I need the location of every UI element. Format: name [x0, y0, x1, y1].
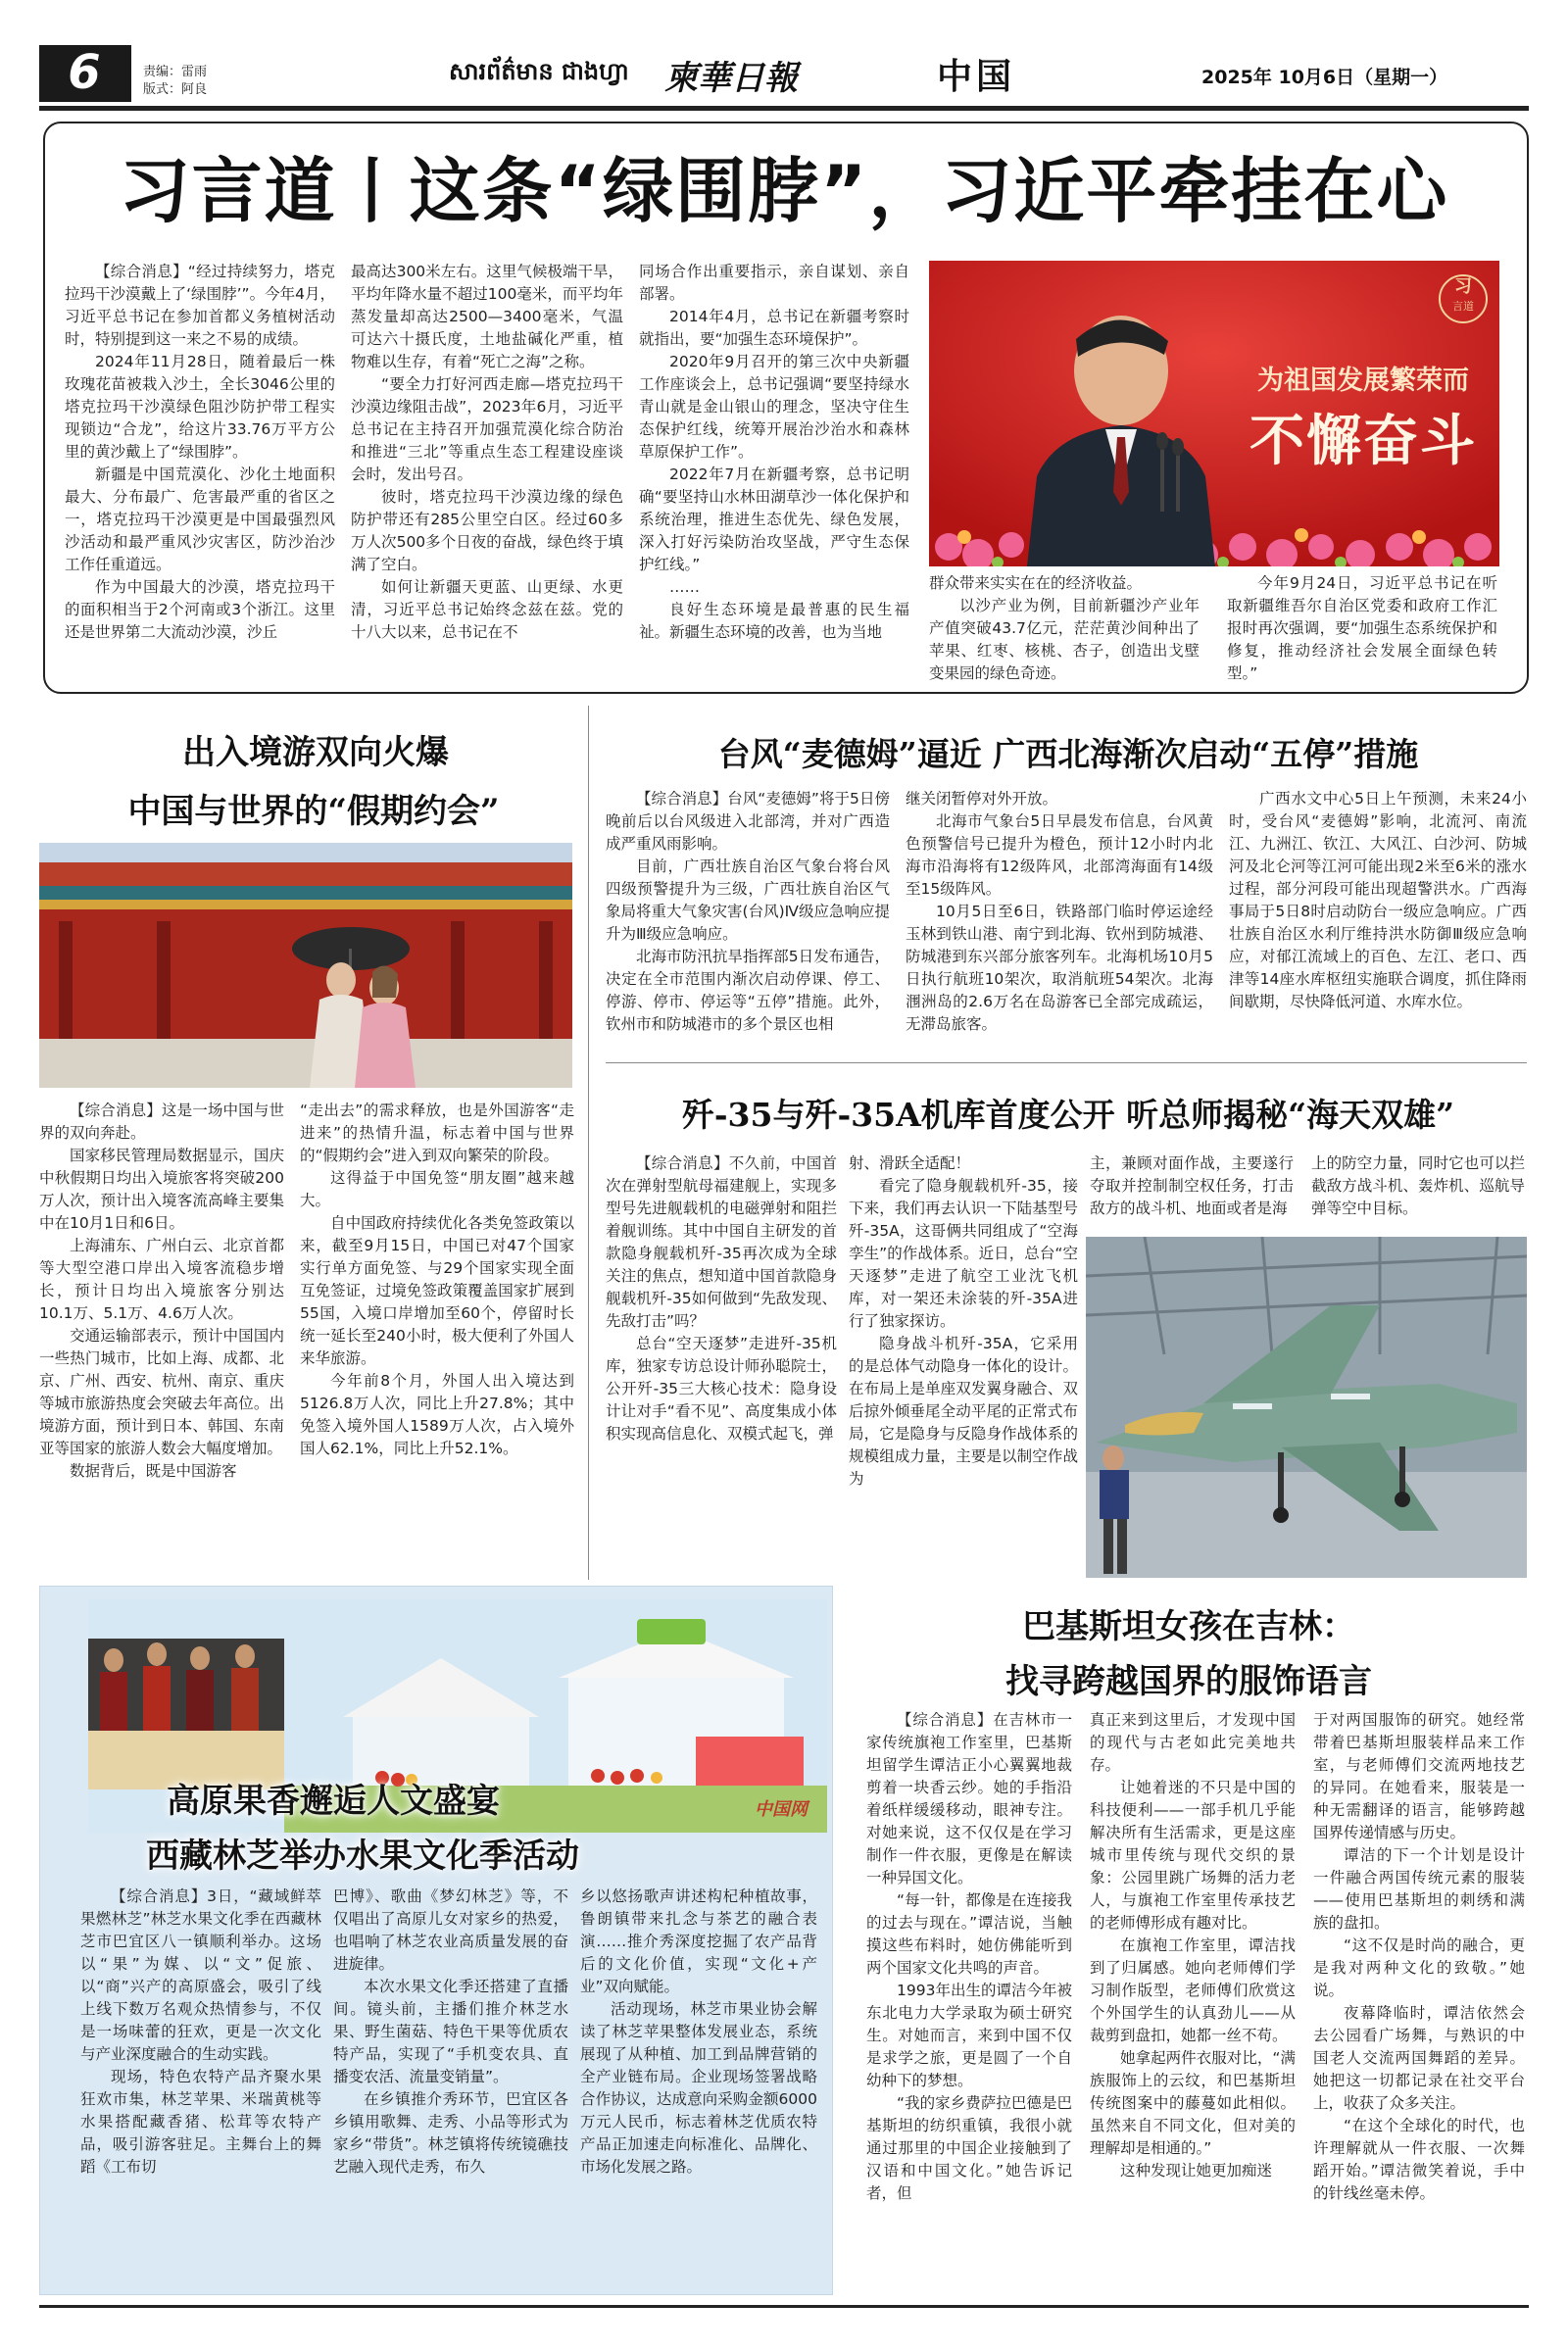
paragraph: 数据背后，既是中国游客	[70, 1462, 237, 1480]
paragraph: 交通运输部表示，预计中国国内一些热门城市，比如上海、成都、北京、广州、西安、杭州、南京、重庆等城市旅游热度会突破去年高位。出境游方面，预计到日本、韩国、东南亚等国家的旅游人数会大幅度增加。	[39, 1327, 284, 1457]
jet-col-2	[849, 1152, 1078, 1578]
lead-photo	[929, 261, 1499, 566]
travel-col-1	[39, 1100, 284, 1578]
paragraph: 群众带来实实在在的经济收益。	[929, 574, 1143, 592]
paragraph: 2020年9月召开的第三次中央新疆工作座谈会上，总书记强调“要坚持绿水青山就是金山银山的理念，坚决守住生态保护红线，统筹开展治沙治水和森林草原保护工作”。	[639, 353, 909, 461]
travel-headline-1: 出入境游双向火爆	[182, 733, 449, 772]
paragraph: 看完了隐身舰载机歼-35，接下来，我们再去认识一下陆基型号歼-35A，这哥俩共同组成了“空海孪生”的作战体系。近日，总台“空天逐梦”走进了航空工业沈飞机库，对一架还未涂装的歼-35A进行了独家探访。	[849, 1177, 1078, 1330]
page-number: 6	[68, 45, 101, 100]
pakistan-headline-1: 巴基斯坦女孩在吉林：	[1022, 1607, 1355, 1646]
paragraph: 本次水果文化季还搭建了直播间。镜头前，主播们推介林芝水果、野生菌菇、特色干果等优质农特产品，实现了“手机变农具、直播变农活、流量变销量”。	[333, 1978, 568, 2085]
lead-photo-logo-bottom: 言道	[1452, 300, 1474, 313]
paragraph: 【综合消息】“经过持续努力，塔克拉玛干沙漠戴上了‘绿围脖’”。今年4月，习近平总书记在参加首都义务植树活动时，特别提到这一来之不易的成绩。	[65, 263, 335, 348]
paragraph: 上的防空力量，同时它也可以拦截敌方战斗机、轰炸机、巡航导弹等空中目标。	[1311, 1154, 1525, 1217]
fruit-col-3	[580, 1886, 817, 2289]
paragraph: 隐身战斗机歼-35A，它采用的是总体气动隐身一体化的设计。在布局上是单座双发翼身融合、双后掠外倾垂尾全动平尾的正常式布局，它是隐身与反隐身作战体系的规模组成力量，主要是以制空作战为	[849, 1335, 1078, 1488]
paragraph: “走出去”的需求释放，也是外国游客“走进来”的热情升温，标志着中国与世界的“假期约会”进入到双向繁荣的阶段。	[300, 1102, 574, 1164]
paragraph: 主，兼顾对面作战，主要遂行夺取并控制制空权任务，打击敌方的战斗机、地面或者是海	[1090, 1154, 1294, 1217]
paragraph: “这不仅是时尚的融合，更是我对两种文化的致敬。”她说。	[1313, 1936, 1525, 1999]
paragraph: 让她着迷的不只是中国的科技便利——一部手机几乎能解决所有生活需求，更是这座城市里传统与现代交织的景象：公园里跳广场舞的活力老人，与旗袍工作室里传承技艺的老师傅形成有趣对比。	[1090, 1779, 1296, 1932]
paragraph: 以沙产业为例，目前新疆沙产业年产值突破43.7亿元，茫茫黄沙间种出了苹果、红枣、核桃、杏子，创造出戈壁变果园的绿色奇迹。	[929, 597, 1200, 682]
lead-photo-logo-top: 习	[1454, 276, 1472, 297]
paragraph: 在乡镇推介秀环节，巴宜区各乡镇用歌舞、走秀、小品等形式为家乡“带货”。林芝镇将传统镜礁技艺融入现代走秀，布久	[333, 2090, 568, 2176]
paragraph: 这得益于中国免签“朋友圈”越来越大。	[300, 1169, 574, 1209]
paragraph: 如何让新疆天更蓝、山更绿、水更清，习近平总书记始终念兹在兹。党的十八大以来，总书记在不	[351, 578, 623, 641]
pakistan-headline-2: 找寻跨越国界的服饰语言	[1005, 1662, 1372, 1701]
paragraph: 射、滑跃全适配！	[849, 1154, 971, 1172]
lead-photo-caption-big: 不懈奋斗	[1250, 410, 1477, 473]
paragraph: 现场，特色农特产品齐聚水果狂欢市集，林芝苹果、米瑞黄桃等水果搭配藏香猪、松茸等农特产品，吸引游客驻足。主舞台上的舞蹈《工布切	[80, 2068, 321, 2176]
fruit-col-2	[333, 1886, 568, 2289]
paragraph: 谭洁的下一个计划是设计一件融合两国传统元素的服装——使用巴基斯坦的刺绣和满族的盘扣。	[1313, 1846, 1525, 1932]
paragraph: 这种发现让她更加痴迷	[1120, 2162, 1273, 2180]
paragraph: 1993年出生的谭洁今年被东北电力大学录取为硕士研究生。对她而言，来到中国不仅是求学之旅，更是圆了一个自幼种下的梦想。	[866, 1982, 1072, 2089]
paper-name-chinese: 柬華日報	[664, 59, 798, 98]
paragraph: 【综合消息】台风“麦德姆”将于5日傍晚前后以台风级进入北部湾，并对广西造成严重风雨影响。	[606, 790, 890, 853]
pakistan-col-2	[1090, 1709, 1296, 2289]
travel-headline-2: 中国与世界的“假期约会”	[127, 792, 500, 831]
paragraph: 【综合消息】在吉林市一家传统旗袍工作室里，巴基斯坦留学生谭洁正小心翼翼地裁剪着一块香云纱。她的手指沿着纸样缓缓移动，眼神专注。对她来说，这不仅仅是在学习制作一件衣服，更像是在解读一种异国文化。	[866, 1711, 1072, 1886]
paragraph: 活动现场，林芝市果业协会解读了林芝苹果整体发展业态，系统展现了从种植、加工到品牌营销的全产业链布局。企业现场签署战略合作协议，达成意向采购金额6000万元人民币，标志着林芝优质农特产品正加速走向标准化、品牌化、市场化发展之路。	[580, 2000, 817, 2176]
fruit-headline-2: 西藏林芝举办水果文化季活动	[146, 1837, 579, 1876]
paragraph: 广西水文中心5日上午预测，未来24小时，受台风“麦德姆”影响，北流河、南流江、九洲江、钦江、大风江、白沙河、防城河及北仑河等江河可能出现2米至6米的涨水过程，部分河段可能出现超警洪水。广西海事局于5日8时启动防台一级应急响应。广西壮族自治区水利厅维持洪水防御Ⅲ级应急响应，对郁江流域上的百色、左江、老口、西津等14座水库枢纽实施联合调度，抓住降雨间歇期，尽快降低河道、水库水位。	[1229, 790, 1527, 1010]
paragraph: 乡以悠扬歌声讲述构杞种植故事，鲁朗镇带来扎念与茶艺的融合表演……推介秀深度挖掘了农产品背后的文化价值，实现“文化+产业”双向赋能。	[580, 1887, 817, 1995]
paragraph: 总台“空天逐梦”走进歼-35机库，独家专访总设计师孙聪院士，公开歼-35三大核心技术：隐身设计让对手“看不见”、高度集成小体积实现高信息化、双模式起飞，弹	[606, 1335, 837, 1443]
layout-credit: 版式：阿良	[143, 82, 208, 97]
typhoon-headline: 台风“麦德姆”逼近 广西北海渐次启动“五停”措施	[717, 735, 1419, 773]
jet-headline: 歼-35与歼-35A机库首度公开 听总师揭秘“海天双雄”	[681, 1096, 1455, 1134]
lead-col-4	[929, 572, 1200, 684]
paragraph: 在旗袍工作室里，谭洁找到了归属感。她向老师傅们学习制作版型，老师傅们欣赏这个外国学生的认真劲儿——从裁剪到盘扣，她都一丝不苟。	[1090, 1936, 1296, 2044]
paragraph: 2014年4月，总书记在新疆考察时就指出，要“加强生态环境保护”。	[639, 308, 909, 348]
paragraph: 2024年11月28日，随着最后一株玫瑰花苗被栽入沙土，全长3046公里的塔克拉玛干沙漠绿色阻沙防护带工程实现锁边“合龙”，给这片33.76万平方公里的黄沙戴上了“绿围脖”。	[65, 353, 335, 461]
paragraph: “我的家乡费萨拉巴德是巴基斯坦的纺织重镇，我很小就通过那里的中国企业接触到了汉语和中国文化。”她告诉记者，但	[866, 2094, 1072, 2202]
paragraph: 今年9月24日，习近平总书记在听取新疆维吾尔自治区党委和政府工作汇报时再次强调，要“加强生态系统保护和修复，推动经济社会发展全面绿色转型。”	[1227, 574, 1497, 682]
paragraph: 最高达300米左右。这里气候极端干旱，平均年降水量不超过100毫米，而平均年蒸发量却高达2500—3400毫米，气温可达六十摄氏度，土地盐碱化严重，植物难以生存，有着“死亡之海”之称。	[351, 263, 623, 370]
fruit-col-1	[80, 1886, 321, 2289]
lead-headline: 习言道丨这条“绿围脖”，习近平牵挂在心	[119, 150, 1449, 232]
paragraph: 于对两国服饰的研究。她经常带着巴基斯坦服装样品来工作室，与老师傅们交流两地技艺的异同。在她看来，服装是一种无需翻译的语言，能够跨越国界传递情感与历史。	[1313, 1711, 1525, 1841]
paragraph: 新疆是中国荒漠化、沙化土地面积最大、分布最广、危害最严重的省区之一，塔克拉玛干沙漠更是中国最强烈风沙活动和最严重风沙灾害区，防沙治沙工作任重道远。	[65, 466, 335, 573]
lead-col-5	[1227, 572, 1497, 684]
lead-photo-caption-small: 为祖国发展繁荣而	[1257, 366, 1469, 396]
paragraph: 自中国政府持续优化各类免签政策以来，截至9月15日，中国已对47个国家实行单方面免签、与29个国家实现全面互免签证，过境免签政策覆盖国家扩展到55国，入境口岸增加至60个，停留时长统一延长至240小时，极大便利了外国人来华旅游。	[300, 1214, 574, 1367]
column-divider	[588, 706, 589, 1580]
paragraph: 【综合消息】不久前，中国首次在弹射型航母福建舰上，实现多型号先进舰载机的电磁弹射和阻拦着舰训练。其中中国自主研发的首款隐身舰载机歼-35再次成为全球关注的焦点，想知道中国首款隐身舰载机歼-35如何做到“先敌发现、先敌打击”吗？	[606, 1154, 837, 1330]
typhoon-col-1	[606, 788, 890, 1051]
paragraph: 10月5日至6日，铁路部门临时停运途经玉林到铁山港、南宁到北海、钦州到防城港、防城港到东兴部分旅客列车。北海机场10月5日执行航班10架次，取消航班54架次。北海涠洲岛的2.6万名在岛游客已全部完成疏运，无滞岛旅客。	[906, 903, 1213, 1033]
jet-photo-scene	[1086, 1237, 1527, 1578]
jet-col-1	[606, 1152, 837, 1578]
paragraph: 北海市气象台5日早晨发布信息，台风黄色预警信号已提升为橙色，预计12小时内北海市沿海将有12级阵风，北部湾海面有14级至15级阵风。	[906, 812, 1213, 898]
paragraph: 真正来到这里后，才发现中国的现代与古老如此完美地共存。	[1090, 1711, 1296, 1774]
paragraph: 夜幕降临时，谭洁依然会去公园看广场舞，与熟识的中国老人交流两国舞蹈的差异。她把这一切都记录在社交平台上，收获了众多关注。	[1313, 2004, 1525, 2112]
paragraph: 继关闭暂停对外开放。	[906, 790, 1058, 808]
paragraph: “要全力打好河西走廊—塔克拉玛干沙漠边缘阻击战”，2023年6月，习近平总书记在主持召开加强荒漠化综合防治和推进“三北”等重点生态工程建设座谈会时，发出号召。	[351, 375, 623, 483]
paragraph: 目前，广西壮族自治区气象台将台风四级预警提升为三级，广西壮族自治区气象局将重大气象灾害(台风)Ⅳ级应急响应提升为Ⅲ级应急响应。	[606, 858, 890, 943]
paragraph: 她拿起两件衣服对比，“满族服饰上的云纹，和巴基斯坦传统图案中的藤蔓如此相似。虽然来自不同文化，但对美的理解却是相通的。”	[1090, 2049, 1296, 2157]
paragraph: 同场合作出重要指示，亲自谋划、亲自部署。	[639, 263, 909, 303]
issue-date: 2025年 10月6日（星期一）	[1201, 67, 1448, 88]
paragraph: 【综合消息】这是一场中国与世界的双向奔赴。	[39, 1102, 284, 1142]
pakistan-col-1	[866, 1709, 1072, 2289]
paragraph: 北海市防汛抗旱指挥部5日发布通告，决定在全市范围内渐次启动停课、停工、停游、停市、停运等“五停”措施。此外，钦州市和防城港市的多个景区也相	[606, 948, 890, 1033]
paragraph: “在这个全球化的时代，也许理解就从一件衣服、一次舞蹈开始。”谭洁微笑着说，手中的针线丝毫未停。	[1313, 2117, 1525, 2202]
paragraph: 上海浦东、广州白云、北京首都等大型空港口岸出入境客流稳步增长，预计日均出入境旅客分别达10.1万、5.1万、4.6万人次。	[39, 1237, 284, 1322]
paragraph: 今年前8个月，外国人出入境达到5126.8万人次，同比上升27.8%；其中免签入境外国人1589万人次，占入境外国人62.1%，同比上升52.1%。	[300, 1372, 574, 1457]
paragraph: ……	[669, 578, 700, 596]
lead-col-1	[65, 261, 335, 684]
jet-photo	[1086, 1237, 1527, 1578]
paragraph: 巴博》、歌曲《梦幻林芝》等，不仅唱出了高原儿女对家乡的热爱，也唱响了林芝农业高质量发展的奋进旋律。	[333, 1887, 568, 1973]
paragraph: “每一针，都像是在连接我的过去与现在。”谭洁说，当触摸这些布料时，她仿佛能听到两个国家文化共鸣的声音。	[866, 1891, 1072, 1977]
footer-rule	[39, 2305, 1529, 2308]
travel-photo-scene	[39, 843, 572, 1088]
travel-photo	[39, 843, 572, 1088]
masthead	[0, 0, 1568, 120]
travel-col-2	[300, 1100, 574, 1578]
fruit-headline-1: 高原果香邂逅人文盛宴	[167, 1782, 500, 1821]
fruit-photo-watermark: 中国网	[755, 1799, 808, 1820]
typhoon-jet-divider	[606, 1062, 1527, 1063]
jet-col-4	[1311, 1152, 1525, 1231]
paragraph: 国家移民管理局数据显示，国庆中秋假期日均出入境旅客将突破200万人次，预计出入境客流高峰主要集中在10月1日和6日。	[39, 1147, 284, 1232]
lead-col-2	[351, 261, 623, 684]
paragraph: 良好生态环境是最普惠的民生福祉。新疆生态环境的改善，也为当地	[639, 601, 909, 641]
paragraph: 2022年7月在新疆考察，总书记明确“要坚持山水林田湖草沙一体化保护和系统治理，推进生态优先、绿色发展，深入打好污染防治攻坚战，严守生态保护红线。”	[639, 466, 909, 573]
section-name: 中国	[937, 57, 1016, 97]
lead-col-3	[639, 261, 909, 684]
pakistan-col-3	[1313, 1709, 1525, 2289]
typhoon-col-3	[1229, 788, 1527, 1051]
paragraph: 【综合消息】3日，“藏域鲜萃 果燃林芝”林芝水果文化季在西藏林芝市巴宜区八一镇顺利举办。这场以“果”为媒、以“文”促旅、以“商”兴产的高原盛会，吸引了线上线下数万名观众热情参与，不仅是一场味蕾的狂欢，更是一次文化与产业深度融合的生动实践。	[80, 1887, 321, 2063]
paragraph: 彼时，塔克拉玛干沙漠边缘的绿色防护带还有285公里空白区。经过60多万人次500多个日夜的奋战，绿色终于填满了空白。	[351, 488, 623, 573]
editor-credit: 责编：雷雨	[143, 65, 208, 79]
paper-name-khmer: សារព័ត៌មាន ជាងហ្វា	[449, 58, 629, 85]
paragraph: 作为中国最大的沙漠，塔克拉玛干的面积相当于2个河南或3个浙江。这里还是世界第二大流动沙漠，沙丘	[65, 578, 335, 641]
jet-col-3	[1090, 1152, 1294, 1231]
masthead-rule	[39, 106, 1529, 111]
typhoon-col-2	[906, 788, 1213, 1051]
